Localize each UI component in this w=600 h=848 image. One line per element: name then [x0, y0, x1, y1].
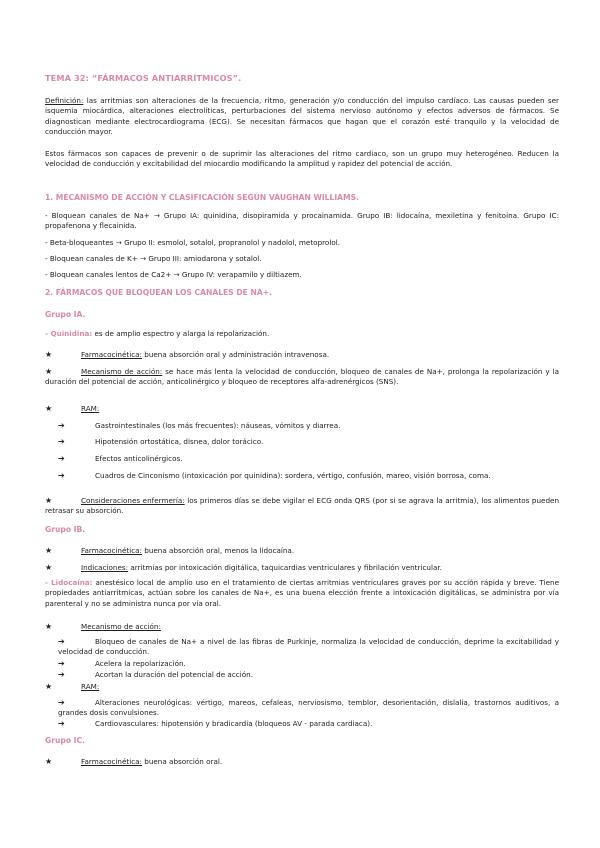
ib-mec-item-1: Bloqueo de canales de Na+ a nivel de las fibras de Purkinje, normaliza la velocidad de conducción, deprime la excitabilidad y velocidad de conducción. — [58, 637, 559, 657]
ia-cons-text: los primeros días se debe vigilar el ECG onda QRS (por si se agrava la arritmia), los alimentos pueden retrasar su absorción. — [45, 496, 560, 516]
ia-consideraciones — [45, 496, 559, 517]
ia-cons-label: Consideraciones enfermería: — [81, 496, 185, 505]
star-icon: ★ — [45, 546, 53, 555]
arrow-icon: ➔ — [58, 670, 65, 679]
grupo-ib-heading: Grupo IB. — [45, 525, 86, 534]
ib-ind-label: Indicaciones: — [81, 563, 129, 572]
ib-farm-text: buena absorción oral, menos la lidocaína. — [141, 546, 295, 555]
star-icon: ★ — [45, 496, 53, 505]
ib-indicaciones — [81, 563, 442, 573]
classification-item-4: - Bloquean canales lentos de Ca2+ → Grupo IV: verapamilo y diltiazem. — [45, 270, 302, 279]
lidocaina-name: - Lidocaína: — [45, 578, 93, 587]
definition-label: Definición: — [45, 96, 84, 105]
ic-farm-text: buena absorción oral. — [141, 757, 223, 766]
grupo-ic-heading: Grupo IC. — [45, 736, 85, 745]
star-icon: ★ — [45, 682, 53, 691]
ib-ind-text: arritmias por intoxicación digitálica, taquicardias ventriculares y fibrilación ventricular. — [128, 563, 442, 572]
grupo-ia-heading: Grupo IA. — [45, 310, 86, 319]
arrow-icon: ➔ — [58, 719, 65, 728]
ib-mec-item-2: Acelera la repolarización. — [95, 659, 186, 668]
ia-farm-label: Farmacocinética: — [81, 350, 142, 359]
ic-farmacocinetica — [81, 757, 222, 767]
ia-ram-item-4: Cuadros de Cinconismo (intoxicación por quinidina): sordera, vértigo, confusión, mareo, visión borrosa, coma. — [95, 471, 491, 480]
intro-paragraph: Estos fármacos son capaces de prevenir o de suprimir las alteraciones del ritmo cardiaco, son un grupo muy heterogéneo. Reducen la velocidad de conducción y excitabilidad del miocardio modificando la amplitud y rapidez del potencial de acción. — [45, 149, 559, 169]
ib-ram-item-1: Alteraciones neurológicas: vértigo, mareos, cefaleas, nerviosismo, temblor, desorientación, dislalia, trastornos auditivos, a grandes dosis convulsiones. — [58, 698, 559, 718]
lidocaina-paragraph — [45, 578, 559, 609]
star-icon: ★ — [45, 622, 53, 631]
ib-mec-label: Mecanismo de acción: — [81, 622, 161, 631]
ia-mec-text: se hace más lenta la velocidad de conducción, bloqueo de canales de Na+, prolonga la repolarización y la duración del potencial de acción, anticolinérgico y bloqueo de receptores alfa-adrenérgicos (SNS). — [45, 367, 559, 387]
ib-ram-item-2: Cardiovasculares: hipotensión y bradicardia (bloqueos AV - parada cardiaca). — [95, 719, 373, 728]
ia-farm-text: buena absorción oral y administración intravenosa. — [141, 350, 330, 359]
star-icon: ★ — [45, 563, 53, 572]
ia-farmacocinetica — [81, 350, 329, 360]
ib-farmacocinetica — [81, 546, 294, 556]
star-icon: ★ — [45, 404, 53, 413]
ia-ram-label: RAM: — [81, 404, 100, 413]
classification-item-1: - Bloquean canales de Na+ → Grupo IA: quinidina, disopiramida y procainamida. Grupo IB: lidocaína, mexiletina y fenitoína. Grupo IC: propafenona y flecainida. — [45, 211, 559, 231]
arrow-icon: ➔ — [58, 637, 65, 646]
quinidina-name: - Quinidina: — [45, 329, 93, 338]
ib-ram-label: RAM: — [81, 682, 100, 691]
ia-ram-item-3: Efectos anticolinérgicos. — [95, 454, 183, 463]
section2-heading: 2. FÁRMACOS QUE BLOQUEAN LOS CANALES DE NA+. — [45, 288, 272, 297]
section1-heading: 1. MECANISMO DE ACCIÓN Y CLASIFICACIÓN SEGÚN VAUGHAN WILLIAMS. — [45, 193, 359, 202]
classification-item-2: - Beta-bloqueantes → Grupo II: esmolol, sotalol, propranolol y nadolol, metoprolol. — [45, 238, 340, 247]
lidocaina-desc: anestésico local de amplio uso en el tratamiento de ciertas arritmias ventriculares graves por su acción rápida y breve. Tiene propiedades antiarrítmicas, actúan sobre los canales de Na+, es una buena elección frente a intoxicación digitálicas, se administra por vía parenteral y no se administra nunca por vía oral. — [45, 578, 559, 608]
arrow-icon: ➔ — [58, 421, 65, 430]
star-icon: ★ — [45, 350, 53, 359]
page-title: TEMA 32: “FÁRMACOS ANTIARRÍTMICOS”. — [45, 73, 242, 83]
star-icon: ★ — [45, 757, 53, 766]
ia-mecanismo — [45, 367, 559, 388]
classification-item-3: - Bloquean canales de K+ → Grupo III: amiodarona y sotalol. — [45, 254, 262, 263]
ib-farm-label: Farmacocinética: — [81, 546, 142, 555]
definition-paragraph — [45, 96, 559, 138]
definition-text: las arritmias son alteraciones de la frecuencia, ritmo, generación y/o conducción del impulso cardíaco. Las causas pueden ser isquemia miocárdica, alteraciones electrolíticas, perturbaciones del sistema nervioso autónomo y efectos adversos de fármacos. Se diagnostican mediante electrocardiograma (ECG). Se necesitan fármacos que hagan que el corazón esté tranquilo y la velocidad de conducción mayor. — [45, 96, 559, 137]
ia-mec-label: Mecanismo de acción: — [81, 367, 163, 376]
arrow-icon: ➔ — [58, 698, 65, 707]
arrow-icon: ➔ — [58, 454, 65, 463]
ib-mec-item-3: Acortan la duración del potencial de acción. — [95, 670, 253, 679]
arrow-icon: ➔ — [58, 437, 65, 446]
arrow-icon: ➔ — [58, 471, 65, 480]
ia-ram-item-2: Hipotensión ortostática, disnea, dolor torácico. — [95, 437, 264, 446]
ic-farm-label: Farmacocinética: — [81, 757, 142, 766]
star-icon: ★ — [45, 367, 53, 376]
ia-ram-item-1: Gastrointestinales (los más frecuentes): náuseas, vómitos y diarrea. — [95, 421, 341, 430]
quinidina-desc: es de amplio espectro y alarga la repolarización. — [92, 329, 270, 338]
quinidina-line — [45, 329, 559, 339]
arrow-icon: ➔ — [58, 659, 65, 668]
